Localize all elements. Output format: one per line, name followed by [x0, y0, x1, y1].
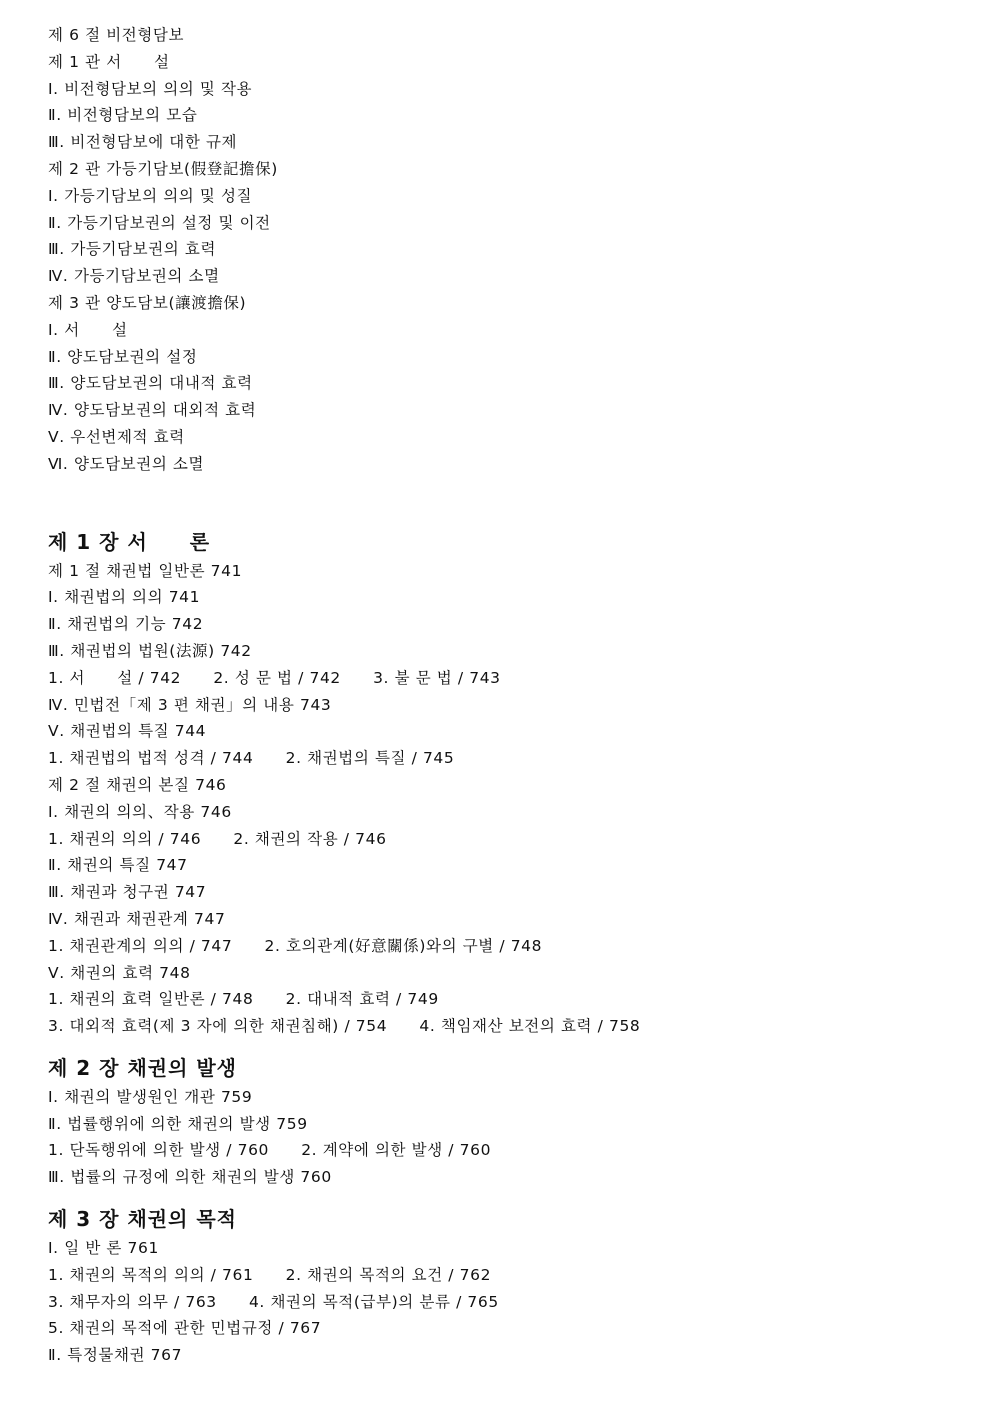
document-page	[48, 22, 972, 1369]
toc-line: 1. 채권관계의 의의 / 747 2. 호의관계(好意關係)와의 구별 / 748	[48, 936, 543, 955]
toc-line: Ⅲ. 양도담보권의 대내적 효력	[48, 374, 253, 393]
toc-line: 1. 서 설 / 742 2. 성 문 법 / 742 3. 불 문 법 / 743	[48, 668, 501, 687]
toc-line: 제 1 절 채권법 일반론 741	[48, 561, 243, 580]
toc-line: Ⅴ. 채권의 효력 748	[48, 963, 191, 982]
toc-line: Ⅵ. 양도담보권의 소멸	[48, 454, 205, 473]
chapter-3	[48, 1205, 972, 1369]
toc-line: Ⅳ. 민법전「제 3 편 채권」의 내용 743	[48, 695, 332, 714]
toc-line: Ⅰ. 채권법의 의의 741	[48, 588, 201, 607]
toc-line: Ⅲ. 가등기담보권의 효력	[48, 240, 217, 259]
chapter-2	[48, 1054, 972, 1191]
toc-line: Ⅰ. 채권의 발생원인 개관 759	[48, 1087, 253, 1106]
toc-line: 1. 채권의 목적의 의의 / 761 2. 채권의 목적의 요건 / 762	[48, 1265, 492, 1284]
toc-top-section	[48, 22, 972, 478]
toc-line: Ⅲ. 비전형담보에 대한 규제	[48, 133, 238, 152]
toc-line: 3. 채무자의 의무 / 763 4. 채권의 목적(급부)의 분류 / 765	[48, 1292, 499, 1311]
toc-line: Ⅲ. 법률의 규정에 의한 채권의 발생 760	[48, 1168, 332, 1187]
toc-line: 제 2 관 가등기담보(假登記擔保)	[48, 159, 278, 178]
chapter-1	[48, 528, 972, 1040]
toc-line: Ⅳ. 가등기담보권의 소멸	[48, 267, 220, 286]
toc-line: Ⅰ. 채권의 의의、작용 746	[48, 802, 232, 821]
toc-line: Ⅱ. 비전형담보의 모습	[48, 106, 198, 125]
toc-line: Ⅱ. 채권법의 기능 742	[48, 615, 204, 634]
toc-line: 제 2 절 채권의 본질 746	[48, 775, 227, 794]
toc-line: Ⅲ. 채권법의 법원(法源) 742	[48, 641, 252, 660]
toc-line: 제 1 관 서 설	[48, 52, 170, 71]
toc-line: Ⅱ. 양도담보권의 설정	[48, 347, 198, 366]
chapter-heading: 제 1 장 서 론	[48, 529, 211, 554]
toc-line: Ⅰ. 가등기담보의 의의 및 성질	[48, 186, 253, 205]
toc-line: Ⅱ. 특정물채권 767	[48, 1346, 183, 1365]
toc-line: Ⅰ. 일 반 론 761	[48, 1239, 159, 1258]
toc-line: 1. 채권법의 법적 성격 / 744 2. 채권법의 특질 / 745	[48, 749, 455, 768]
toc-line: 1. 채권의 의의 / 746 2. 채권의 작용 / 746	[48, 829, 387, 848]
toc-line: 제 6 절 비전형담보	[48, 26, 185, 44]
toc-line: Ⅲ. 채권과 청구권 747	[48, 883, 207, 902]
toc-line: Ⅰ. 서 설	[48, 320, 128, 339]
toc-line: Ⅴ. 우선변제적 효력	[48, 427, 185, 446]
toc-line: 3. 대외적 효력(제 3 자에 의한 채권침해) / 754 4. 책임재산 보전의 효력 / 758	[48, 1017, 641, 1036]
toc-line: 1. 단독행위에 의한 발생 / 760 2. 계약에 의한 발생 / 760	[48, 1141, 492, 1160]
toc-line: Ⅰ. 비전형담보의 의의 및 작용	[48, 79, 253, 98]
toc-line: Ⅳ. 채권과 채권관계 747	[48, 909, 226, 928]
chapter-heading: 제 2 장 채권의 발생	[48, 1055, 238, 1080]
toc-line: Ⅴ. 채권법의 특질 744	[48, 722, 207, 741]
toc-line: 5. 채권의 목적에 관한 민법규정 / 767	[48, 1319, 322, 1338]
toc-line: Ⅱ. 가등기담보권의 설정 및 이전	[48, 213, 271, 232]
chapter-heading: 제 3 장 채권의 목적	[48, 1207, 238, 1232]
toc-line: 제 3 관 양도담보(讓渡擔保)	[48, 293, 247, 312]
toc-line: Ⅳ. 양도담보권의 대외적 효력	[48, 401, 257, 420]
toc-line: 1. 채권의 효력 일반론 / 748 2. 대내적 효력 / 749	[48, 990, 439, 1009]
toc-line: Ⅱ. 법률행위에 의한 채권의 발생 759	[48, 1114, 308, 1133]
toc-line: Ⅱ. 채권의 특질 747	[48, 856, 188, 875]
